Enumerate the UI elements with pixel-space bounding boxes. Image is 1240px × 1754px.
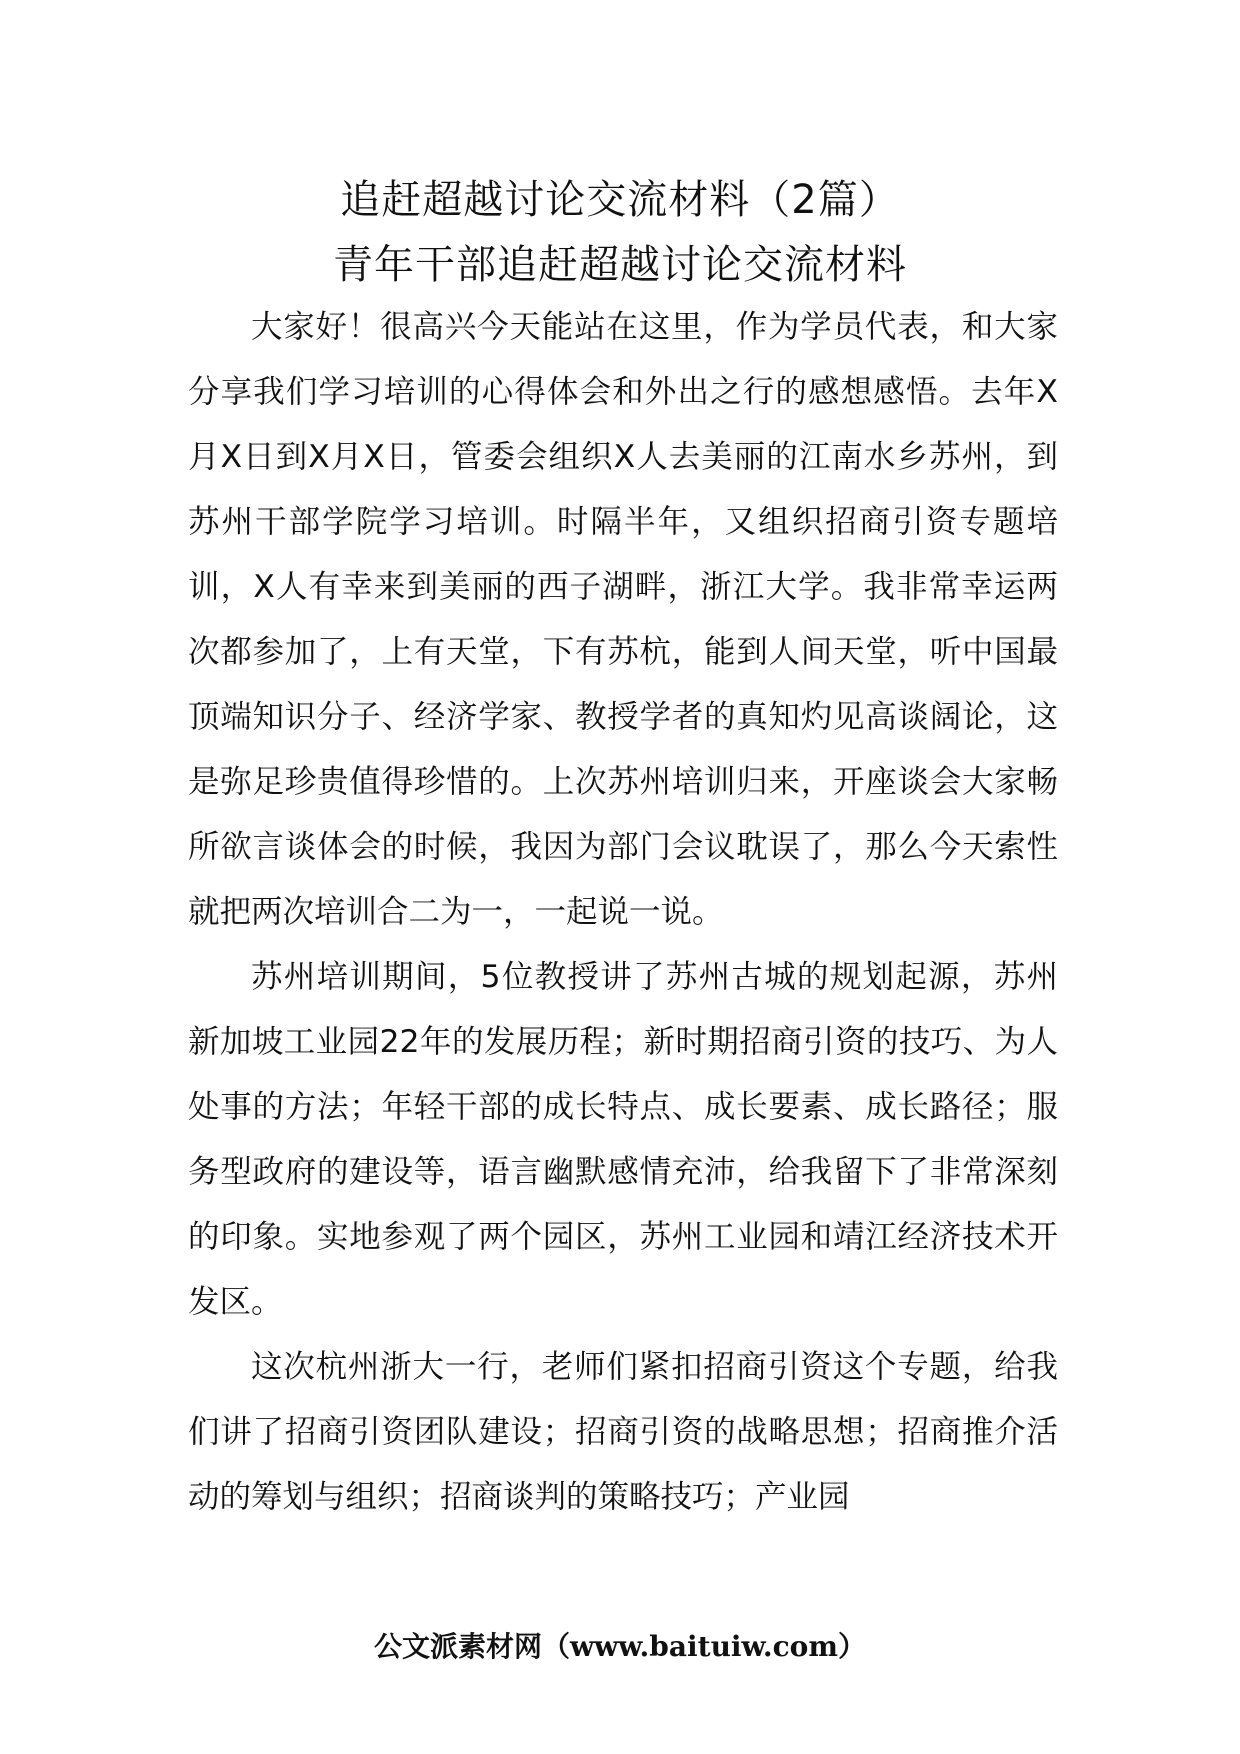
paragraph-1: 大家好！很高兴今天能站在这里，作为学员代表，和大家分享我们学习培训的心得体会和外出之行的感想感悟。去年X月X日到X月X日，管委会组织X人去美丽的江南水乡苏州，到苏州干部学院学习培训。时隔半年，又组织招商引资专题培训，X人有幸来到美丽的西子湖畔，浙江大学。我非常幸运两次都参加了，上有天堂，下有苏杭，能到人间天堂，听中国最顶端知识分子、经济学家、教授学者的真知灼见高谈阔论，这是弥足珍贵值得珍惜的。上次苏州培训归来，开座谈会大家畅所欲言谈体会的时候，我因为部门会议耽误了，那么今天索性就把两次培训合二为一，一起说一说。 (188, 309, 1058, 930)
paragraph-3: 这次杭州浙大一行，老师们紧扣招商引资这个专题，给我们讲了招商引资团队建设；招商引资的战略思想；招商推介活动的筹划与组织；招商谈判的策略技巧；产业园 (188, 1349, 1058, 1515)
document-subtitle: 青年干部追赶超越讨论交流材料 (333, 242, 907, 288)
document-body (188, 295, 1058, 1530)
paragraph-2: 苏州培训期间，5位教授讲了苏州古城的规划起源，苏州新加坡工业园22年的发展历程；新时期招商引资的技巧、为人处事的方法；年轻干部的成长特点、成长要素、成长路径；服务型政府的建设等，语言幽默感情充沛，给我留下了非常深刻的印象。实地参观了两个园区，苏州工业园和靖江经济技术开发区。 (188, 959, 1058, 1320)
document-title: 追赶超越讨论交流材料（2篇） (340, 177, 900, 223)
footer-watermark: 公文派素材网（www.baituiw.com） (374, 1630, 866, 1663)
